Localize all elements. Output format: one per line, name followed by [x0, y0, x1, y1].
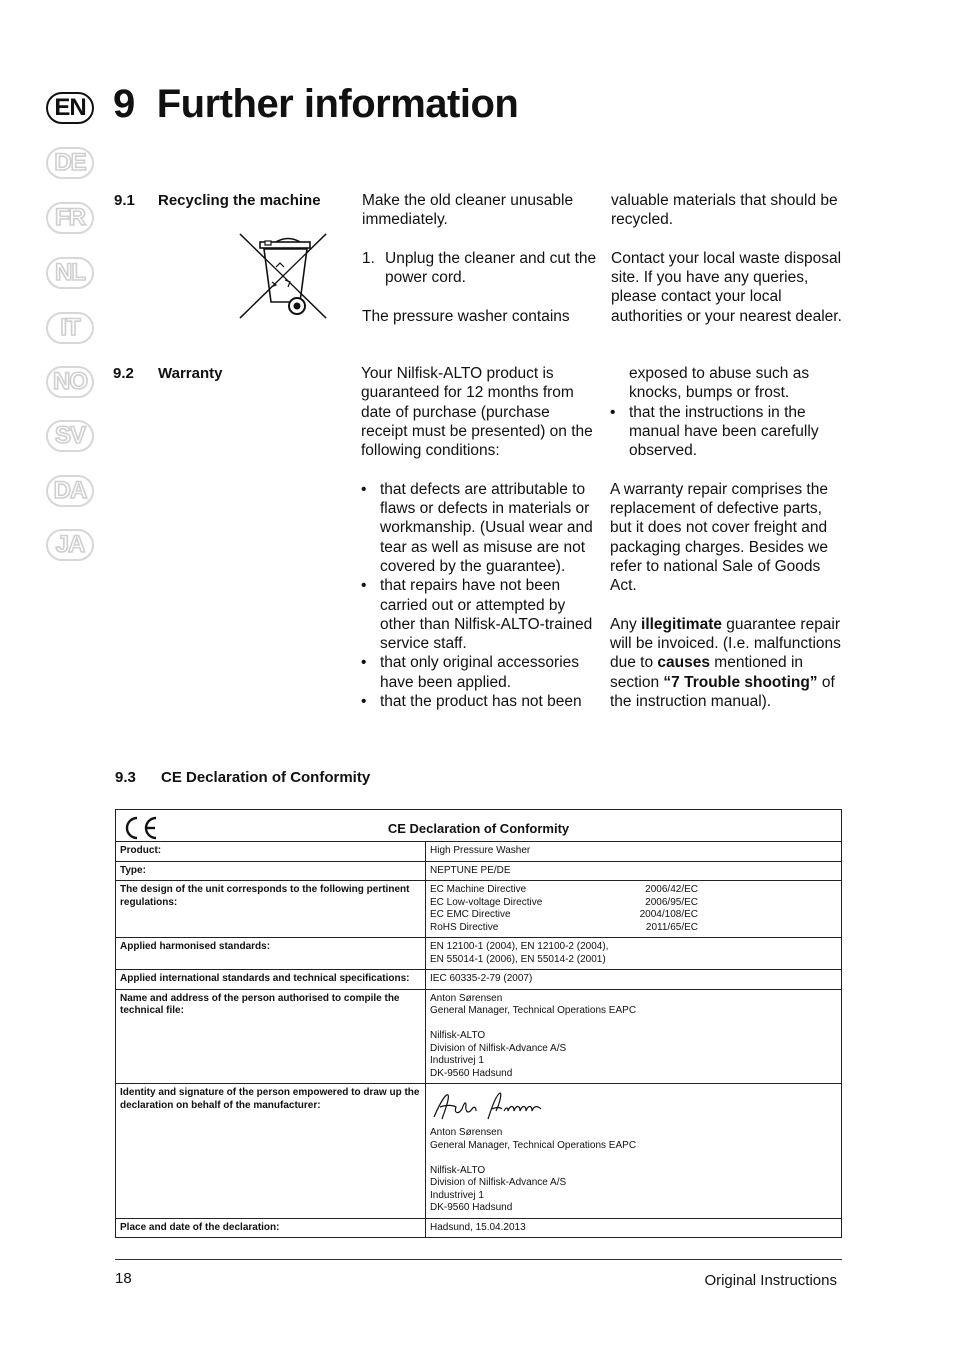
table-row — [116, 861, 842, 881]
person-name: Anton Sørensen — [430, 1127, 503, 1138]
recycling-column-1 — [362, 191, 597, 326]
chapter-heading — [113, 82, 518, 127]
person-title: General Manager, Technical Operations EAPC — [430, 1139, 637, 1151]
directive-row — [430, 897, 698, 910]
table-value — [426, 938, 842, 970]
directive-code: 2011/65/EC — [645, 921, 698, 933]
text-run-bold: illegitimate — [641, 615, 722, 633]
table-row — [116, 842, 842, 862]
ce-mark-icon — [122, 815, 160, 841]
list-item: • that defects are attributable to flaws or defects in materials or workmanship. (Usual wear and tear as well as misuse are not covered by the guarantee). — [361, 480, 595, 576]
recycling-paragraph: Contact your local waste disposal site. If you have any queries, please contact your local authorities or your nearest dealer. — [611, 249, 842, 325]
section-reference-link[interactable]: “7 Trouble shooting” — [663, 673, 818, 691]
table-row — [116, 970, 842, 990]
section-title: CE Declaration of Conformity — [161, 769, 371, 786]
text-run-bold: causes — [657, 654, 710, 672]
signature-image — [432, 1089, 544, 1123]
address-line: Division of Nilfisk-Advance A/S — [430, 1177, 567, 1188]
table-header-row — [116, 810, 842, 842]
table-label: Name and address of the person authorised to compile the technical file: — [116, 989, 426, 1084]
lang-code: FR — [55, 204, 85, 231]
directive-name: EC Machine Directive — [430, 884, 527, 895]
warranty-column-2 — [610, 364, 844, 711]
warranty-conditions-list — [610, 403, 844, 461]
address-line: Nilfisk-ALTO — [430, 1164, 486, 1176]
table-label: Applied harmonised standards: — [116, 938, 426, 970]
warranty-column-1 — [361, 364, 595, 711]
table-value — [426, 989, 842, 1084]
lang-badge-sv[interactable] — [46, 420, 94, 452]
table-label: Type: — [116, 861, 426, 881]
step-text: Unplug the cleaner and cut the power cord. — [385, 249, 597, 287]
address-line: Industrivej 1 — [430, 1055, 484, 1066]
directive-name: RoHS Directive — [430, 921, 499, 933]
text-run: guarantee repair will be invoiced. (I.e. malfunctions due to — [610, 615, 841, 672]
person-name: Anton Sørensen — [430, 992, 503, 1004]
directive-row — [430, 884, 698, 897]
table-value: IEC 60335-2-79 (2007) — [426, 970, 842, 990]
lang-code: SV — [54, 422, 85, 449]
text-run: Any — [610, 615, 642, 633]
table-row — [116, 1218, 842, 1238]
recycling-paragraph: The pressure washer contains — [362, 307, 570, 325]
lang-code: DA — [53, 477, 87, 504]
table-row — [116, 1084, 842, 1219]
crossed-out-bin-icon — [238, 232, 330, 322]
address-line: Nilfisk-ALTO — [430, 1030, 486, 1041]
recycling-column-2 — [611, 191, 843, 326]
lang-badge-de[interactable] — [46, 147, 94, 179]
address-line: DK-9560 Hadsund — [430, 1202, 513, 1213]
lang-code: NL — [55, 259, 85, 286]
table-value — [426, 1084, 842, 1219]
directive-code: 2006/42/EC — [645, 884, 698, 895]
chapter-number: 9 — [113, 82, 135, 126]
recycling-paragraph: Make the old cleaner unusable immediately. — [362, 192, 574, 229]
ce-declaration-table — [115, 809, 842, 1238]
chapter-title: Further information — [156, 82, 519, 126]
list-item: • that repairs have not been carried out or attempted by other than Nilfisk-ALTO-trained service staff. — [361, 576, 595, 653]
table-label: Place and date of the declaration: — [116, 1218, 426, 1238]
list-item: • that only original accessories have been applied. — [361, 653, 595, 692]
section-title: Warranty — [158, 365, 223, 382]
table-row — [116, 881, 842, 938]
lang-badge-it[interactable] — [46, 312, 94, 344]
table-value — [426, 881, 842, 938]
lang-code: DE — [54, 149, 86, 176]
table-value: NEPTUNE PE/DE — [426, 861, 842, 881]
table-header-cell — [116, 810, 842, 842]
table-heading: CE Declaration of Conformity — [387, 821, 570, 836]
footer-divider — [115, 1259, 842, 1260]
lang-badge-en[interactable] — [46, 92, 94, 124]
lang-badge-no[interactable] — [46, 366, 94, 398]
text-run: of the instruction manual). — [610, 673, 835, 711]
lang-code: IT — [60, 314, 80, 341]
lang-badge-fr[interactable] — [46, 202, 94, 234]
list-item: • that the product has not been — [361, 692, 595, 711]
table-label: Identity and signature of the person empowered to draw up the declaration on behalf of the manufacturer: — [116, 1084, 426, 1219]
section-number: 9.3 — [115, 769, 136, 786]
section-number: 9.2 — [113, 365, 134, 382]
table-value: High Pressure Washer — [426, 842, 842, 862]
lang-badge-da[interactable] — [46, 475, 94, 507]
directive-row — [430, 922, 698, 935]
section-title: Recycling the machine — [158, 192, 321, 209]
footer-label: Original Instructions — [704, 1272, 837, 1289]
warranty-conditions-list — [361, 480, 595, 712]
address-line: DK-9560 Hadsund — [430, 1067, 513, 1079]
list-item: • that the instructions in the manual have been carefully observed. — [610, 403, 844, 461]
directive-row — [430, 909, 698, 922]
standard-line: EN 12100-1 (2004), EN 12100-2 (2004), — [430, 941, 609, 952]
table-row — [116, 989, 842, 1084]
section-number: 9.1 — [114, 192, 135, 209]
warranty-paragraph — [610, 615, 844, 711]
table-row — [116, 938, 842, 970]
bullet-continuation: exposed to abuse such as knocks, bumps or frost. — [629, 365, 810, 402]
page-number: 18 — [115, 1270, 132, 1287]
directive-name: EC Low-voltage Directive — [430, 896, 543, 908]
recycling-step — [362, 249, 597, 288]
standard-line: EN 55014-1 (2006), EN 55014-2 (2001) — [430, 953, 606, 965]
directive-code: 2006/95/EC — [645, 896, 698, 908]
lang-badge-ja[interactable] — [46, 529, 94, 561]
warranty-intro: Your Nilfisk-ALTO product is guaranteed for 12 months from date of purchase (purchase receipt must be presented) on the following conditions: — [361, 365, 593, 460]
directive-name: EC EMC Directive — [430, 909, 511, 920]
lang-code: NO — [53, 368, 87, 395]
directive-code: 2004/108/EC — [639, 909, 698, 920]
table-label: Applied international standards and technical specifications: — [116, 970, 426, 990]
lang-badge-nl[interactable] — [46, 257, 94, 289]
table-label: The design of the unit corresponds to the following pertinent regulations: — [116, 881, 426, 938]
address-line: Industrivej 1 — [430, 1189, 484, 1201]
address-line: Division of Nilfisk-Advance A/S — [430, 1042, 567, 1054]
person-title: General Manager, Technical Operations EAPC — [430, 1005, 637, 1016]
lang-code: JA — [55, 531, 85, 558]
table-value: Hadsund, 15.04.2013 — [426, 1218, 842, 1238]
lang-code: EN — [54, 94, 86, 121]
recycling-paragraph: valuable materials that should be recycled. — [611, 192, 838, 229]
warranty-paragraph: A warranty repair comprises the replacement of defective parts, but it does not cover freight and packaging charges. Besides we refer to national Sale of Goods Act. — [610, 480, 828, 595]
text-run: mentioned in section — [610, 654, 804, 691]
step-number: 1. — [362, 249, 375, 267]
table-label: Product: — [116, 842, 426, 862]
